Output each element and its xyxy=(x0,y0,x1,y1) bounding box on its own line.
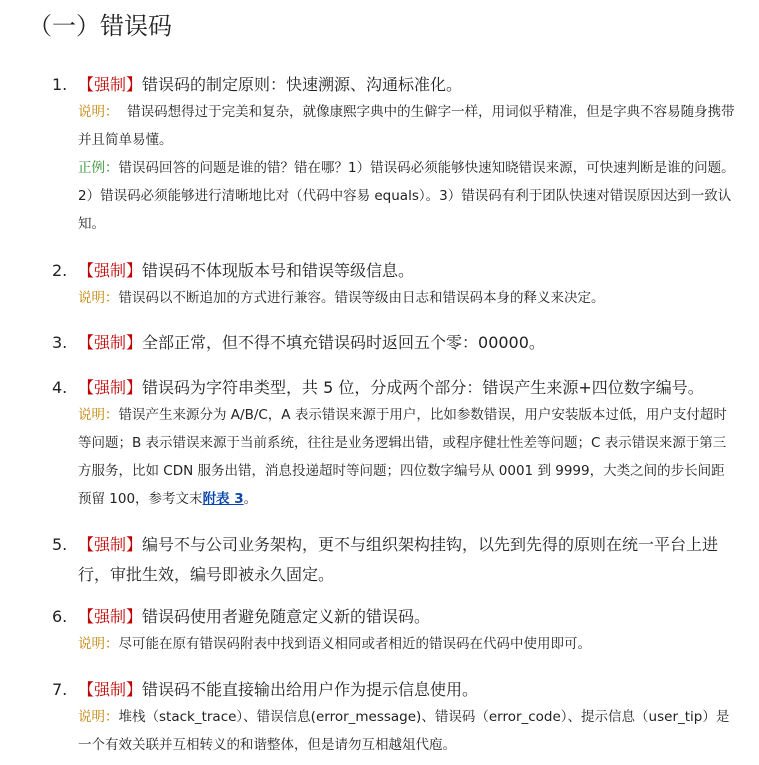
mandatory-tag: 【强制】 xyxy=(78,261,143,280)
rule-number: 2. xyxy=(52,261,68,280)
rule-number: 1. xyxy=(52,75,68,94)
mandatory-tag: 【强制】 xyxy=(78,535,143,554)
rule-number: 7. xyxy=(52,680,68,699)
note-text: 错误码以不断追加的方式进行兼容。错误等级由日志和错误码本身的释义来决定。 xyxy=(118,290,605,306)
rule-item-6 xyxy=(52,604,742,658)
rule-text: 错误码的制定原则：快速溯源、沟通标准化。 xyxy=(142,75,463,94)
rule-text: 错误码为字符串类型，共 5 位，分成两个部分：错误产生来源+四位数字编号。 xyxy=(142,378,704,397)
rule-item-4 xyxy=(52,375,742,513)
rule-item-3 xyxy=(52,330,742,356)
rule-text: 编号不与公司业务架构，更不与组织架构挂钩，以先到先得的原则在统一平台上进行，审批生效，编号即被永久固定。 xyxy=(78,535,719,584)
rule-item-2 xyxy=(52,258,742,312)
mandatory-tag: 【强制】 xyxy=(78,680,143,699)
rule-note xyxy=(78,401,738,513)
appendix-3-link[interactable]: 附表 3 xyxy=(202,491,244,507)
rule-note xyxy=(78,630,738,658)
note-text-end: 。 xyxy=(243,491,258,507)
example-label: 正例： xyxy=(78,160,119,176)
mandatory-tag: 【强制】 xyxy=(78,75,143,94)
rule-number: 6. xyxy=(52,607,68,626)
rule-item-7 xyxy=(52,677,742,759)
mandatory-tag: 【强制】 xyxy=(78,378,143,397)
rule-note xyxy=(78,284,738,312)
note-label: 说明： xyxy=(78,104,119,120)
note-text: 堆栈（stack_trace）、错误信息(error_message)、错误码（error_code）、提示信息（user_tip）是一个有效关联并互相转义的和谐整体，但是请勿互相越俎代庖。 xyxy=(78,709,730,753)
section-heading: （一）错误码 xyxy=(28,12,172,40)
rule-note xyxy=(78,98,738,154)
rule-number: 4. xyxy=(52,378,68,397)
rule-item-5 xyxy=(52,530,742,590)
rule-note xyxy=(78,703,738,759)
example-text: 错误码回答的问题是谁的错？错在哪？1）错误码必须能够快速知晓错误来源，可快速判断是谁的问题。2）错误码必须能够进行清晰地比对（代码中容易 equals）。3）错误码有利于团队快速对错误原因达到一致认知。 xyxy=(78,160,735,232)
rule-number: 3. xyxy=(52,333,68,352)
rule-text: 错误码使用者避免随意定义新的错误码。 xyxy=(142,607,431,626)
note-text: 错误码想得过于完美和复杂，就像康熙字典中的生僻字一样，用词似乎精准，但是字典不容易随身携带并且简单易懂。 xyxy=(78,104,735,148)
note-label: 说明： xyxy=(78,290,119,306)
note-label: 说明： xyxy=(78,636,119,652)
rule-example xyxy=(78,154,738,238)
rule-text: 全部正常，但不得不填充错误码时返回五个零：00000。 xyxy=(142,333,545,352)
rule-text: 错误码不体现版本号和错误等级信息。 xyxy=(142,261,415,280)
note-text: 错误产生来源分为 A/B/C，A 表示错误来源于用户，比如参数错误，用户安装版本过低，用户支付超时等问题；B 表示错误来源于当前系统，往往是业务逻辑出错，或程序健壮性差等问题；C 表示错误来源于第三方服务，比如 CDN 服务出错，消息投递超时等问题；四位数字编号从 0001 到 9999，大类之间的步长间距预留 100，参考文末 xyxy=(78,407,727,507)
note-label: 说明： xyxy=(78,709,119,725)
rule-text: 错误码不能直接输出给用户作为提示信息使用。 xyxy=(142,680,479,699)
note-label: 说明： xyxy=(78,407,119,423)
rule-item-1 xyxy=(52,72,742,238)
rule-number: 5. xyxy=(52,535,68,554)
note-text: 尽可能在原有错误码附表中找到语义相同或者相近的错误码在代码中使用即可。 xyxy=(118,636,591,652)
mandatory-tag: 【强制】 xyxy=(78,333,143,352)
mandatory-tag: 【强制】 xyxy=(78,607,143,626)
